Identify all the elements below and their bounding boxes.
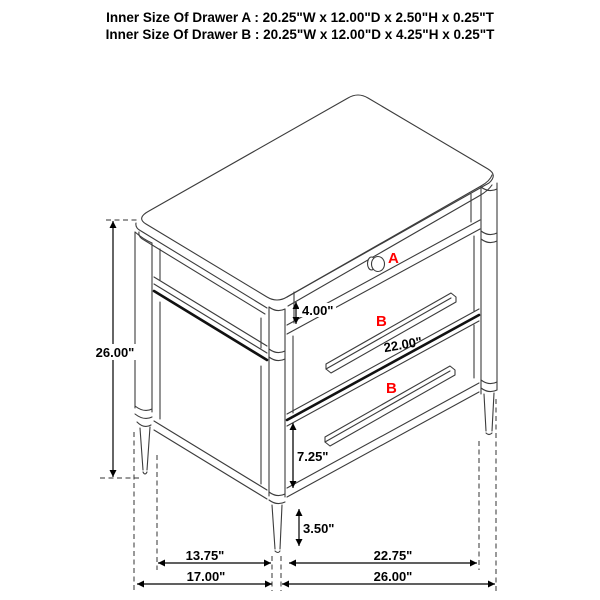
- left-post-and-leg: [135, 232, 152, 474]
- drawer-b-bottom-letter-label: B: [386, 380, 397, 397]
- side-leg-spacing-label: 13.75": [185, 548, 225, 563]
- overall-width-label: 26.00": [373, 569, 413, 584]
- overall-depth-label: 17.00": [186, 569, 226, 584]
- front-post-and-leg: [269, 307, 285, 553]
- drawer-b-bottom-front: [287, 325, 479, 497]
- header-line-2: Inner Size Of Drawer B : 20.25"W x 12.00"D x 4.25"H x 0.25"T: [105, 27, 495, 42]
- handle-width-label: 22.00": [382, 333, 424, 356]
- leg-height-label: 3.50": [303, 521, 335, 536]
- drawer-a-letter-label: A: [388, 250, 399, 267]
- drawer-b-middle-handle: [326, 293, 456, 373]
- header-line-1: Inner Size Of Drawer A : 20.25"W x 12.00"D x 2.50"H x 0.25"T: [106, 10, 494, 25]
- overall-height-label: 26.00": [95, 345, 135, 360]
- nightstand-drawing: [135, 95, 497, 553]
- drawer-a-front-height-label: 4.00": [302, 303, 334, 318]
- dimension-annotations: [93, 220, 496, 591]
- drawer-b-bottom-handle: [325, 366, 455, 446]
- right-post-and-leg: [481, 183, 497, 435]
- drawer-a-knob: [368, 257, 385, 272]
- drawer-b-middle-letter-label: B: [376, 313, 387, 330]
- tabletop: [136, 95, 493, 314]
- drawer-b-front-height-label: 7.25": [297, 449, 329, 464]
- front-leg-spacing-label: 22.75": [373, 548, 413, 563]
